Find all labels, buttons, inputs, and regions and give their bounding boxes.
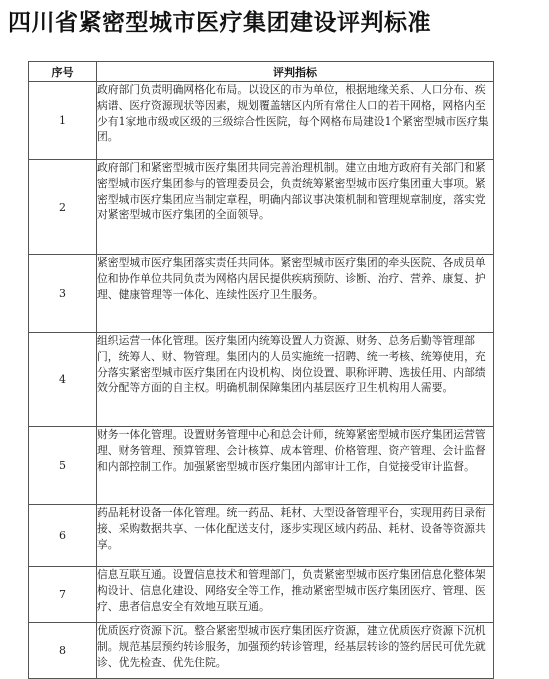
row-number: 3 (29, 255, 97, 333)
table-header-row (29, 62, 494, 82)
table-row (29, 255, 494, 333)
table-row (29, 567, 494, 623)
row-criteria-text: 政府部门负责明确网格化布局。以设区的市为单位，根据地缘关系、人口分布、疾病谱、医疗资源现状等因素，规划覆盖辖区内所有常住人口的若干网格，网格内至少有1家地市级或区级的三级综合性医院，每个网格布局建设1个紧密型城市医疗集团。 (97, 82, 494, 160)
row-criteria-text: 药品耗材设备一体化管理。统一药品、耗材、大型设备管理平台，实现用药目录衔接、采购数据共享、一体化配送支付，逐步实现区域内药品、耗材、设备等资源共享。 (97, 505, 494, 567)
table-row (29, 623, 494, 679)
row-number: 8 (29, 623, 97, 679)
header-serial-number: 序号 (29, 62, 97, 82)
row-number: 4 (29, 333, 97, 427)
row-criteria-text: 组织运营一体化管理。医疗集团内统筹设置人力资源、财务、总务后勤等管理部门，统筹人、财、物管理。集团内的人员实施统一招聘、统一考核、统筹使用，充分落实紧密型城市医疗集团在内设机构、岗位设置、职称评聘、选拔任用、内部绩效分配等方面的自主权。明确机制保障集团内基层医疗卫生机构用人需要。 (97, 333, 494, 427)
table-row (29, 333, 494, 427)
row-number: 1 (29, 82, 97, 160)
row-criteria-text: 政府部门和紧密型城市医疗集团共同完善治理机制。建立由地方政府有关部门和紧密型城市医疗集团参与的管理委员会，负责统筹紧密型城市医疗集团重大事项。紧密型城市医疗集团应当制定章程，明确内部议事决策机制和管理规章制度，落实党对紧密型城市医疗集团的全面领导。 (97, 160, 494, 255)
row-criteria-text: 财务一体化管理。设置财务管理中心和总会计师，统筹紧密型城市医疗集团运营管理、财务管理、预算管理、会计核算、成本管理、价格管理、资产管理、会计监督和内部控制工作。加强紧密型城市医疗集团内部审计工作，自觉接受审计监督。 (97, 427, 494, 505)
row-criteria-text: 优质医疗资源下沉。整合紧密型城市医疗集团医疗资源，建立优质医疗资源下沉机制。规范基层预约转诊服务，加强预约转诊管理，经基层转诊的签约居民可优先就诊、优先检查、优先住院。 (97, 623, 494, 679)
table-row (29, 82, 494, 160)
header-criteria: 评判指标 (97, 62, 494, 82)
row-number: 2 (29, 160, 97, 255)
criteria-table (28, 61, 494, 679)
row-number: 5 (29, 427, 97, 505)
table-row (29, 505, 494, 567)
row-number: 7 (29, 567, 97, 623)
page-title: 四川省紧密型城市医疗集团建设评判标准 (8, 10, 431, 36)
table-row (29, 160, 494, 255)
row-criteria-text: 紧密型城市医疗集团落实责任共同体。紧密型城市医疗集团的牵头医院、各成员单位和协作单位共同负责为网格内居民提供疾病预防、诊断、治疗、营养、康复、护理、健康管理等一体化、连续性医疗卫生服务。 (97, 255, 494, 333)
row-criteria-text: 信息互联互通。设置信息技术和管理部门，负责紧密型城市医疗集团信息化整体架构设计、信息化建设、网络安全等工作，推动紧密型城市医疗集团医疗、管理、医疗、患者信息安全有效地互联互通。 (97, 567, 494, 623)
table-row (29, 427, 494, 505)
row-number: 6 (29, 505, 97, 567)
